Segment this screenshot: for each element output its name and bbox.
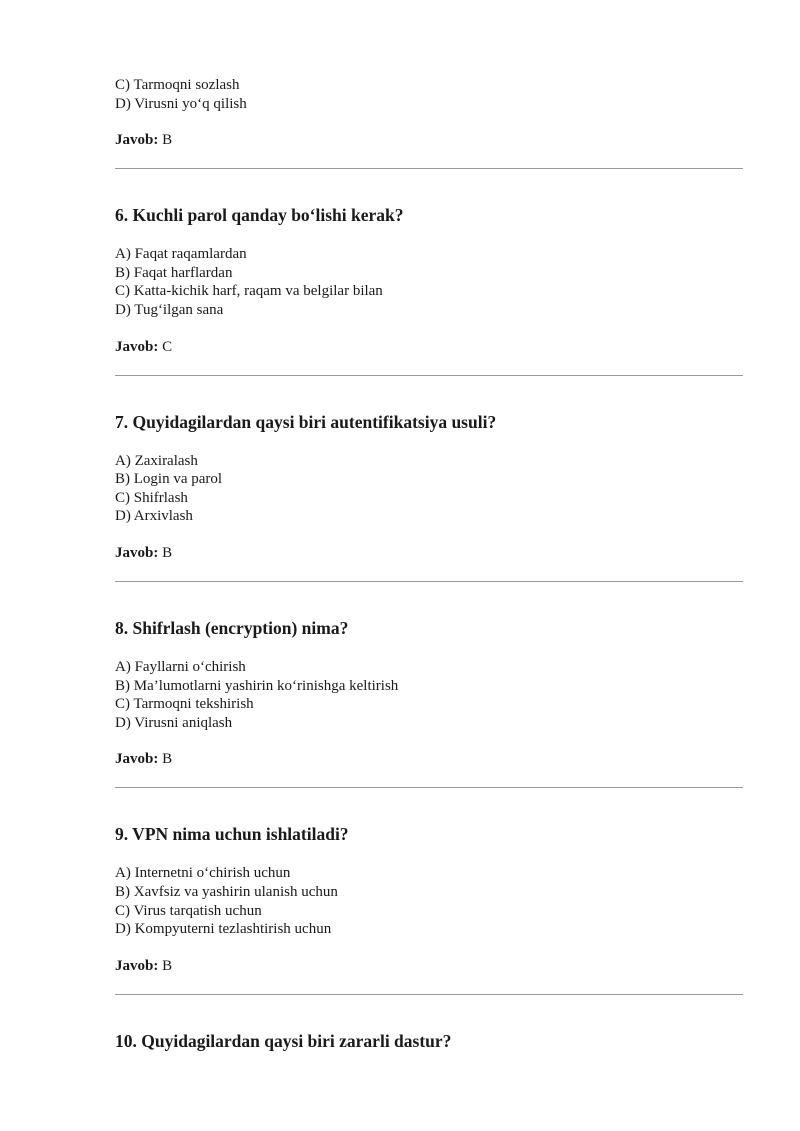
question-title: 7. Quyidagilardan qaysi biri autentifikatsiya usuli?	[115, 411, 497, 432]
answer-label: Javob:	[115, 544, 159, 561]
option-a: A) Fayllarni o‘chirish	[115, 658, 246, 675]
option-a: A) Faqat raqamlardan	[115, 246, 247, 263]
option-c: C) Katta-kichik harf, raqam va belgilar bilan	[115, 283, 383, 300]
option-c: C) Virus tarqatish uchun	[115, 902, 262, 919]
option-b: B) Login va parol	[115, 471, 223, 488]
option-b: B) Ma’lumotlarni yashirin ko‘rinishga keltirish	[115, 677, 399, 694]
answer-label: Javob:	[115, 338, 159, 355]
option-c: C) Tarmoqni tekshirish	[115, 696, 254, 713]
question-10	[115, 1030, 743, 1052]
answer-value: C	[158, 338, 173, 355]
option-b: B) Faqat harflardan	[115, 264, 233, 281]
question-title: 9. VPN nima uchun ishlatiladi?	[115, 824, 349, 845]
answer-value: B	[158, 132, 173, 149]
answer-label: Javob:	[115, 751, 159, 768]
question-title: 10. Quyidagilardan qaysi biri zararli dastur?	[115, 1030, 452, 1051]
option-d: D) Virusni yo‘q qilish	[115, 95, 247, 112]
answer-value: B	[158, 957, 173, 974]
divider	[115, 375, 743, 376]
answer-line	[115, 750, 743, 769]
question-8	[115, 617, 743, 788]
answer-value: B	[158, 751, 173, 768]
option-c: C) Shifrlash	[115, 489, 188, 506]
divider	[115, 787, 743, 788]
divider	[115, 168, 743, 169]
answer-value: B	[158, 544, 173, 561]
option-a: A) Zaxiralash	[115, 452, 198, 469]
option-d: D) Tug‘ilgan sana	[115, 301, 224, 318]
answer-line	[115, 544, 743, 563]
question-title: 8. Shifrlash (encryption) nima?	[115, 617, 349, 638]
divider	[115, 994, 743, 995]
option-a: A) Internetni o‘chirish uchun	[115, 865, 291, 882]
answer-line	[115, 131, 743, 150]
option-d: D) Virusni aniqlash	[115, 714, 233, 731]
answer-label: Javob:	[115, 132, 159, 149]
option-d: D) Arxivlash	[115, 508, 193, 525]
option-c: C) Tarmoqni sozlash	[115, 77, 240, 93]
question-6	[115, 204, 743, 375]
question-5-continuation	[115, 76, 743, 169]
answer-line	[115, 957, 743, 976]
answer-line	[115, 338, 743, 357]
option-d: D) Kompyuterni tezlashtirish uchun	[115, 921, 332, 938]
divider	[115, 581, 743, 582]
answer-label: Javob:	[115, 957, 159, 974]
question-7	[115, 411, 743, 582]
question-9	[115, 823, 743, 994]
document-page	[115, 76, 743, 1071]
option-b: B) Xavfsiz va yashirin ulanish uchun	[115, 883, 338, 900]
question-title: 6. Kuchli parol qanday bo‘lishi kerak?	[115, 205, 404, 226]
